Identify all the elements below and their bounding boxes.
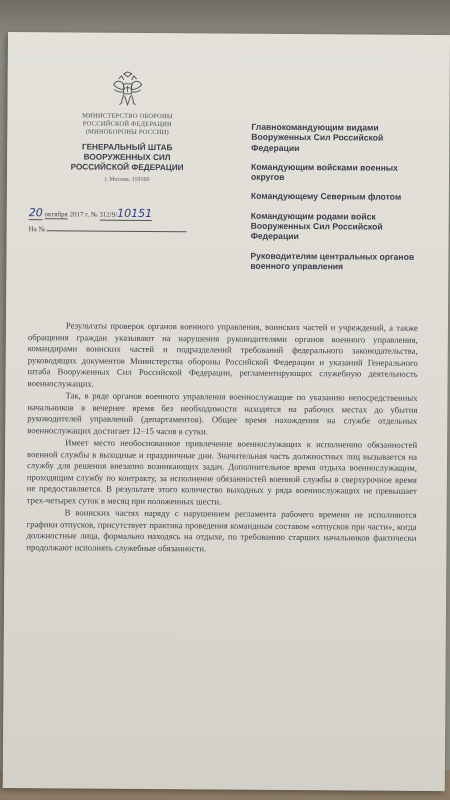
coat-of-arms-icon — [110, 71, 144, 109]
body-paragraph: Так, в ряде органов военного управления военнослужащие по указанию непосредственных начальников в вечернее время без необходимости находятся на рабочих местах до убытия руководителей управлений (департаментов). Общее время нахождения на службе отдельных военнослужащих достигает 12–15 часов в сутки. — [27, 390, 418, 436]
general-staff-name — [47, 142, 207, 173]
na-reference-line — [29, 225, 209, 234]
general-staff-line: РОССИЙСКОЙ ФЕДЕРАЦИИ — [70, 162, 184, 173]
na-label: На № — [28, 225, 46, 234]
date-day: 20 — [28, 206, 43, 220]
date-year: 2017 — [69, 210, 84, 219]
ministry-line: (МИНОБОРОНЫ РОССИИ) — [85, 128, 169, 137]
document-number-printed: 312/9/ — [99, 210, 118, 219]
body-paragraph: Имеет место необоснованное привлечение военнослужащих к исполнению обязанностей военной службы в выходные и праздничные дни. Значительная часть должностных лиц вызывается на службу для решения внезапно возникающих задач. Дополнительное время отдыха военнослужащим, проходящим службу по контракту, за исполнение обязанностей военной службы в сверхурочное время не предоставляется. В результате этого количество выходных у ряда военнослужащих не превышает трех-четырех суток в месяц при положенных шести. — [26, 437, 418, 506]
date-month: октября — [44, 210, 68, 219]
document-number — [99, 207, 152, 221]
letterhead — [47, 70, 208, 183]
reference-line — [29, 206, 239, 221]
ministry-line: РОССИЙСКОЙ ФЕДЕРАЦИИ — [82, 120, 172, 129]
recipient: Руководителям центральных органов военного управления — [250, 250, 415, 272]
recipients-block — [250, 122, 431, 282]
body-paragraph: В воинских частях наряду с нарушением регламента рабочего времени не исполняются графики отпусков, присутствует практика проведения командным составом «отпусков при части», когда должностные лица, формально находясь на отдыхе, по требованию старших начальников фактически продолжают исполнять служебные обязанности. — [26, 507, 417, 553]
document-page — [3, 32, 450, 791]
number-label: г. № — [83, 210, 98, 219]
recipient: Командующим родами войск Вооруженных Сил Российской Федерации — [250, 210, 383, 242]
city-address: г. Москва, 119160 — [104, 176, 150, 183]
body-paragraph: Результаты проверок органов военного управления, воинских частей и учреждений, а также обращения граждан указывают на нарушения руководителями органов военного управления, командирами воинских частей и подразделений требований федерального законодательства, руководящих документов Министерства обороны Российской Федерации и указаний Генерального штаба Вооруженных Сил Российской Федерации, регламентирующих служебную деятельность военнослужащих. — [27, 320, 418, 389]
letter-body — [26, 320, 418, 557]
recipient: Командующему Северным флотом — [250, 191, 402, 203]
recipient: Командующим войсками военных округов — [250, 161, 398, 183]
ministry-line: МИНИСТЕРСТВО ОБОРОНЫ — [82, 112, 173, 121]
ministry-name — [47, 112, 207, 137]
na-blank — [47, 230, 187, 232]
document-number-handwritten: 10151 — [117, 206, 153, 221]
recipient: Главнокомандующим видами Вооруженных Сил Российской Федерации — [251, 121, 384, 153]
general-staff-line: ГЕНЕРАЛЬНЫЙ ШТАБ — [81, 142, 173, 153]
general-staff-line: ВООРУЖЕННЫХ СИЛ — [83, 152, 171, 163]
